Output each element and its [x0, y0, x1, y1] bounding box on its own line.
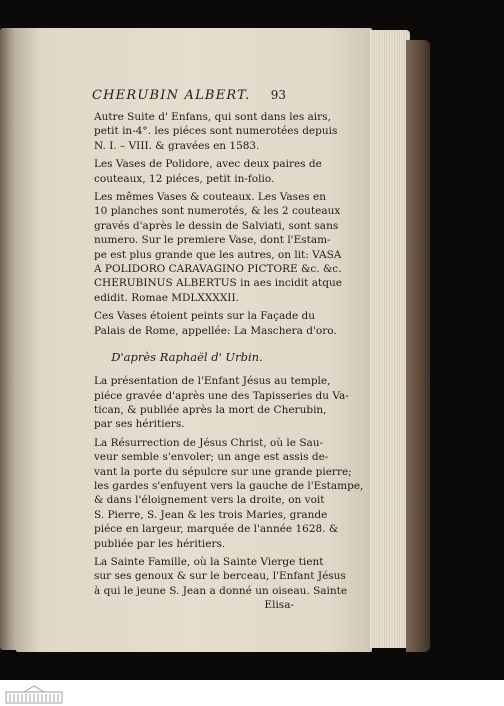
text-line: piéce gravée d'après une des Tapisseries du Va- [94, 389, 349, 402]
text-line: La Sainte Famille, où la Sainte Vierge tient [94, 555, 324, 568]
text-line: N. I. – VIII. & gravées en 1583. [94, 139, 260, 152]
text-line: pe est plus grande que les autres, on lit: VASA [94, 248, 342, 261]
text-line: Ces Vases étoient peints sur la Façade du [94, 310, 316, 323]
text-line: gravés d'après le dessin de Salviati, sont sans [94, 219, 339, 232]
text-line: Les Vases de Polidore, avec deux paires de [94, 158, 322, 171]
text-line: piéce en largeur, marquée de l'année 1628. & [94, 523, 339, 536]
library-building-logo [4, 684, 64, 704]
page-block-edges [370, 30, 410, 648]
paragraph-resurrection [80, 436, 364, 551]
text-line: les gardes s'enfuyent vers la gauche de l'Estampe, [94, 479, 364, 492]
text-line: Palais de Rome, appellée: La Maschera d'oro. [94, 324, 337, 337]
paragraph-autre-suite [80, 110, 338, 153]
paragraph-vases-polidore [80, 157, 322, 186]
text-line: CHERUBINUS ALBERTUS in aes incidit atque [94, 277, 342, 290]
text-line: La présentation de l'Enfant Jésus au temple, [94, 375, 331, 388]
text-line: Autre Suite d' Enfans, qui sont dans les airs, [94, 111, 331, 123]
text-line: A POLIDORO CARAVAGINO PICTORE &c. &c. [94, 263, 342, 276]
book-cover-edge [406, 40, 430, 652]
text-line: tican, & publiée après la mort de Cherubin, [94, 403, 327, 416]
running-title: CHERUBIN ALBERT. [92, 88, 251, 103]
page-body [80, 110, 364, 617]
footer-bar [0, 680, 504, 706]
text-line: couteaux, 12 piéces, petit in-folio. [94, 172, 275, 185]
text-line: Elisa- [264, 599, 294, 612]
text-line: petit in-4°. les piéces sont numerotées depuis [94, 125, 338, 138]
text-line: Les mêmes Vases & couteaux. Les Vases en [94, 191, 326, 204]
text-line: veur semble s'envoler; un ange est assis de- [94, 451, 329, 464]
text-line: 10 planches sont numerotés, & les 2 couteaux [94, 205, 341, 218]
section-heading: D'après Raphaël d' Urbin. [111, 350, 263, 365]
text-line: publiée par les héritiers. [94, 537, 226, 550]
text-line: edidit. Romae MDLXXXXII. [94, 291, 239, 304]
page-number: 93 [270, 88, 286, 102]
text-line: à qui le jeune S. Jean a donné un oiseau. Sainte [94, 584, 348, 597]
paragraph-sainte-famille [80, 555, 348, 613]
text-line: par ses héritiers. [94, 418, 185, 431]
text-line: numero. Sur le premiere Vase, dont l'Estam- [94, 234, 331, 247]
text-line: sur ses genoux & sur le berceau, l'Enfant Jésus [94, 570, 346, 583]
text-line: & dans l'éloignement vers la droite, on voit [94, 494, 325, 507]
paragraph-facade [80, 309, 337, 338]
text-line: S. Pierre, S. Jean & les trois Maries, grande [94, 508, 328, 521]
paragraph-presentation [80, 374, 349, 432]
paragraph-memes-vases [80, 190, 342, 305]
page-header [92, 88, 286, 102]
text-line: La Résurrection de Jésus Christ, où le Sau- [94, 436, 324, 449]
text-line: vant la porte du sépulcre sur une grande pierre; [94, 465, 352, 478]
